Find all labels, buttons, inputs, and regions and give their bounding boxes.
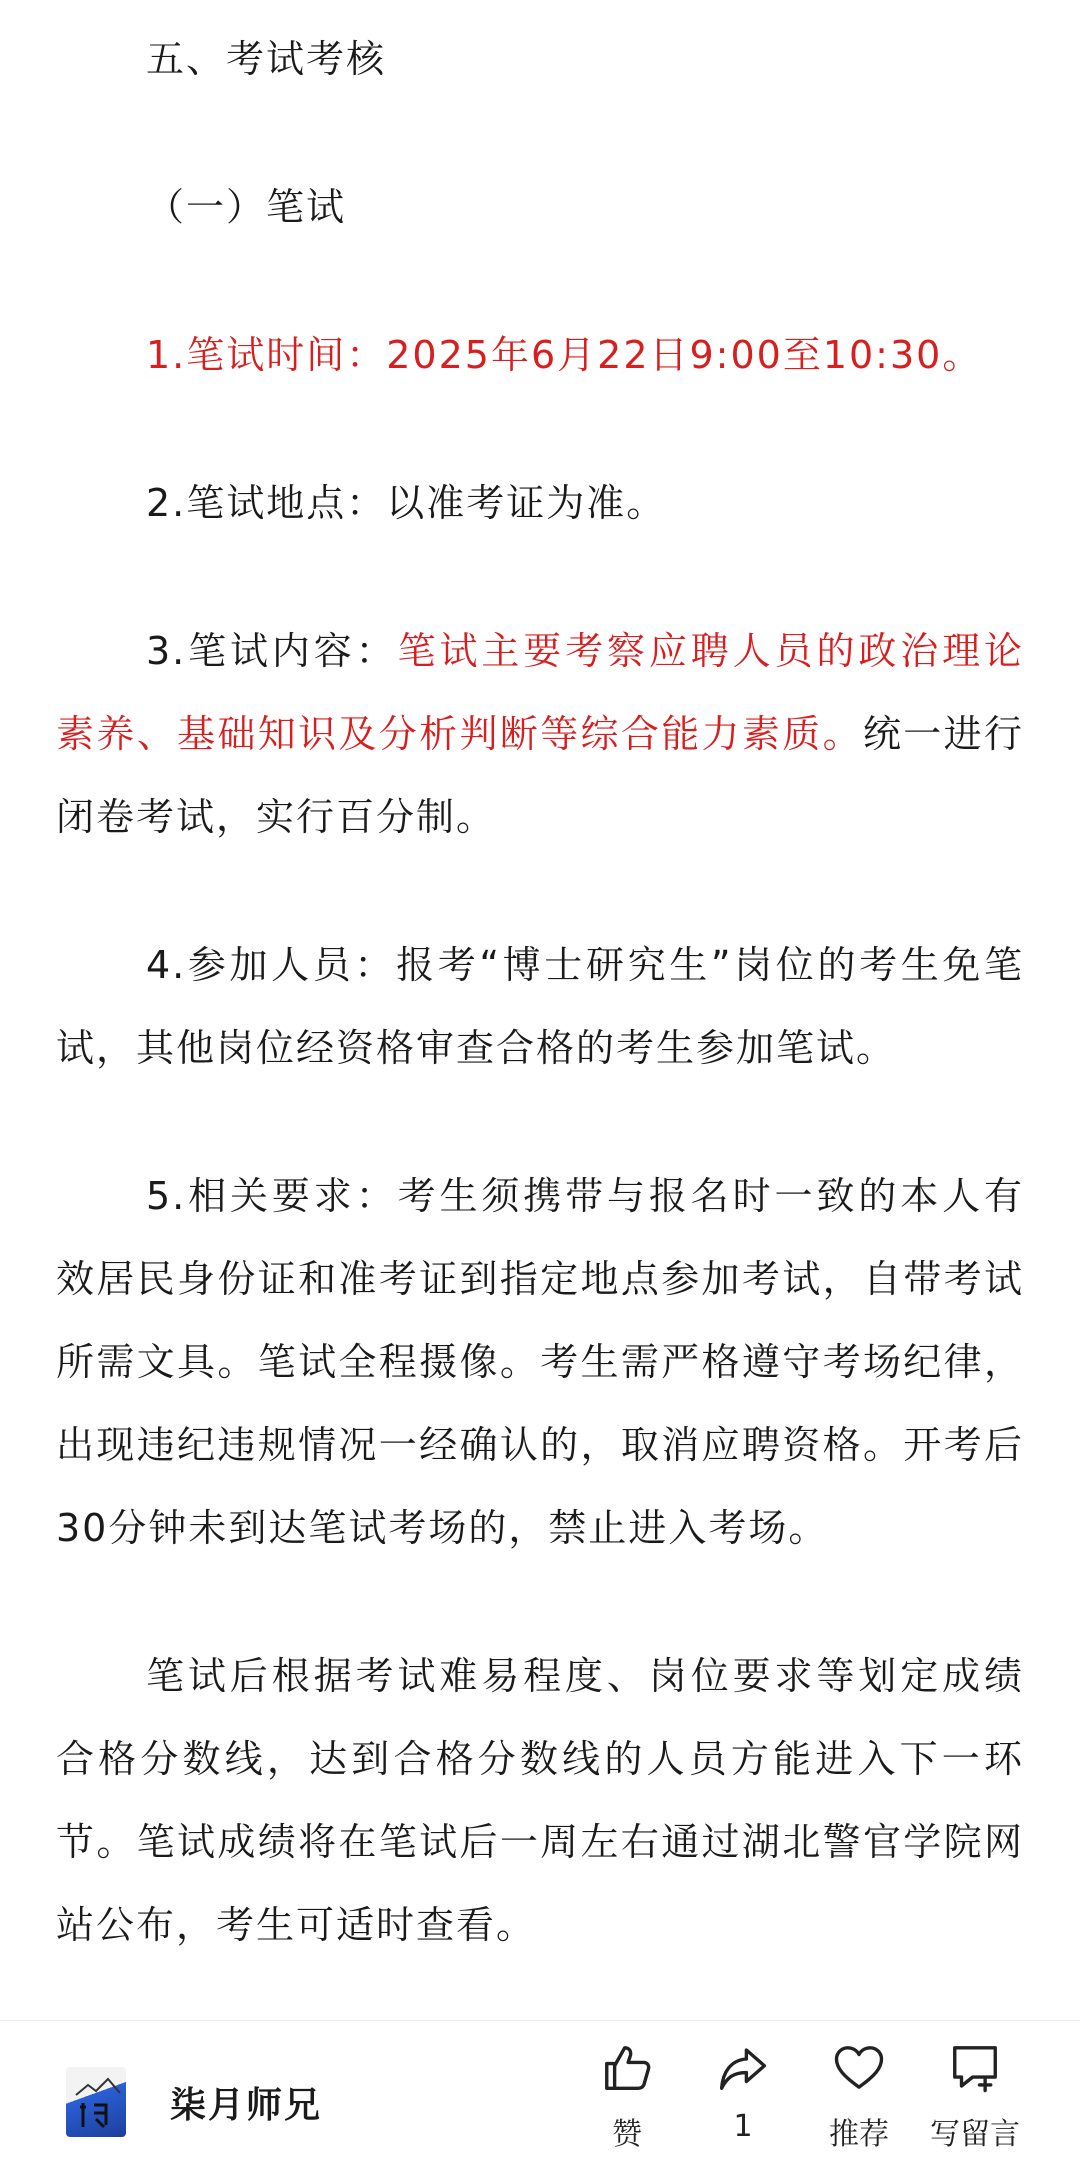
author-info[interactable] <box>66 2067 322 2137</box>
participants-paragraph: 4.参加人员：报考“博士研究生”岗位的考生免笔试，其他岗位经资格审查合格的考生参加笔试。 <box>56 943 1024 1070</box>
avatar[interactable] <box>66 2067 126 2137</box>
thumbs-up-icon <box>600 2041 654 2095</box>
like-button[interactable] <box>572 2041 682 2153</box>
like-label: 赞 <box>612 2117 642 2152</box>
share-arrow-icon <box>716 2041 770 2095</box>
write-comment-label: 写留言 <box>930 2117 1020 2152</box>
author-name[interactable]: 柒月师兄 <box>170 2084 323 2126</box>
exam-time-paragraph: 1.笔试时间：2025年6月22日9:00至10:30。 <box>146 333 983 377</box>
score-line-paragraph: 笔试后根据考试难易程度、岗位要求等划定成绩合格分数线，达到合格分数线的人员方能进入下一环节。笔试成绩将在笔试后一周左右通过湖北警官学院网站公布，考生可适时查看。 <box>56 1654 1024 1947</box>
requirements-paragraph: 5.相关要求：考生须携带与报名时一致的本人有效居民身份证和准考证到指定地点参加考试，自带考试所需文具。笔试全程摄像。考生需严格遵守考场纪律，出现违纪违规情况一经确认的，取消应聘资格。开考后30分钟未到达笔试考场的，禁止进入考场。 <box>56 1174 1024 1550</box>
exam-content-highlight: 笔试主要考察应聘人员的政治理论素养、基础知识及分析判断等综合能力素质。 <box>56 629 1024 756</box>
exam-content-paragraph <box>56 610 1024 859</box>
exam-content-suffix: 统一进行闭卷考试，实行百分制。 <box>56 712 1024 839</box>
share-button[interactable] <box>688 2041 798 2144</box>
exam-content-label: 3.笔试内容： <box>146 629 398 673</box>
comment-plus-icon <box>948 2041 1002 2095</box>
recommend-label: 推荐 <box>829 2117 889 2152</box>
write-comment-button[interactable] <box>920 2041 1030 2153</box>
section-heading: 五、考试考核 <box>146 37 387 81</box>
article-body <box>56 0 1024 1967</box>
subsection-heading: （一）笔试 <box>146 185 347 229</box>
recommend-button[interactable] <box>804 2041 914 2153</box>
bottom-action-bar <box>0 2021 1080 2177</box>
exam-location-paragraph: 2.笔试地点：以准考证为准。 <box>146 481 667 525</box>
share-count: 1 <box>733 2109 753 2144</box>
heart-icon <box>832 2041 886 2095</box>
